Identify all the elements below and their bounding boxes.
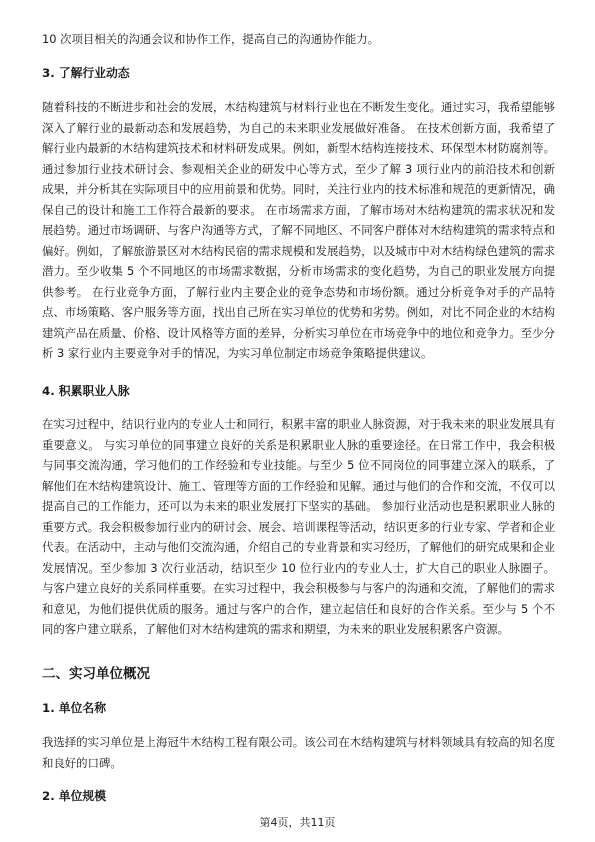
unit-name-heading: 1. 单位名称 [42, 701, 106, 715]
unit-scale-heading: 2. 单位规模 [42, 789, 106, 803]
part2-heading: 二、实习单位概况 [42, 666, 150, 682]
section3-body: 随着科技的不断进步和社会的发展，木结构建筑与材料行业也在不断发生变化。通过实习，我希望能够深入了解行业的最新动态和发展趋势，为自己的未来职业发展做好准备。 在技术创新方面，我希望了解行业内最新的木结构建筑技术和材料研发成果。例如，新型木结构连接技术、环保型木材防腐剂等。通过参加行业技术研讨会、参观相关企业的研发中心等方式，至少了解 3 项行业内的前沿技术和创新成果，并分析其在实际项目中的应用前景和优势。同时，关注行业内的技术标准和规范的更新情况，确保自己的设计和施工工作符合最新的要求。 在市场需求方面，了解市场对木结构建筑的需求状况和发展趋势。通过市场调研、与客户沟通等方式，了解不同地区、不同客户群体对木结构建筑的需求特点和偏好。例如，了解旅游景区对木结构民宿的需求规模和发展趋势，以及城市中对木结构绿色建筑的需求潜力。至少收集 5 个不同地区的市场需求数据，分析市场需求的变化趋势，为自己的职业发展方向提供参考。 在行业竞争方面，了解行业内主要企业的竞争态势和市场份额。通过分析竞争对手的产品特点、市场策略、客户服务等方面，找出自己所在实习单位的优势和劣势。例如，对比不同企业的木结构建筑产品在质量、价格、设计风格等方面的差异，分析实习单位在市场竞争中的地位和竞争力。至少分析 3 家行业内主要竞争对手的情况，为实习单位制定市场竞争策略提供建议。 [42, 100, 555, 360]
section4-body: 在实习过程中，结识行业内的专业人士和同行，积累丰富的职业人脉资源，对于我未来的职业发展具有重要意义。 与实习单位的同事建立良好的关系是积累职业人脉的重要途径。在日常工作中，我会积极与同事交流沟通，学习他们的工作经验和专业技能。与至少 5 位不同岗位的同事建立深入的联系，了解他们在木结构建筑设计、施工、管理等方面的工作经验和见解。通过与他们的合作和交流，不仅可以提高自己的工作能力，还可以为未来的职业发展打下坚实的基础。 参加行业活动也是积累职业人脉的重要方式。我会积极参加行业内的研讨会、展会、培训课程等活动，结识更多的行业专家、学者和企业代表。在活动中，主动与他们交流沟通，介绍自己的专业背景和实习经历，了解他们的研究成果和企业发展情况。至少参加 3 次行业活动，结识至少 10 位行业内的专业人士，扩大自己的职业人脉圈子。 与客户建立良好的关系同样重要。在实习过程中，我会积极参与与客户的沟通和交流，了解他们的需求和意见，为他们提供优质的服务。通过与客户的合作，建立起信任和良好的合作关系。至少与 5 个不同的客户建立联系，了解他们对木结构建筑的需求和期望，为未来的职业发展积累客户资源。 [42, 417, 555, 636]
unit-name-body: 我选择的实习单位是上海冠牛木结构工程有限公司。该公司在木结构建筑与材料领域具有较高的知名度和良好的口碑。 [42, 735, 555, 770]
section4-heading: 4. 积累职业人脉 [42, 384, 130, 398]
section3-heading: 3. 了解行业动态 [42, 66, 130, 80]
intro-tail-paragraph: 10 次项目相关的沟通会议和协作工作，提高自己的沟通协作能力。 [42, 32, 380, 46]
page-footer: 第4页，共11页 [259, 816, 336, 829]
